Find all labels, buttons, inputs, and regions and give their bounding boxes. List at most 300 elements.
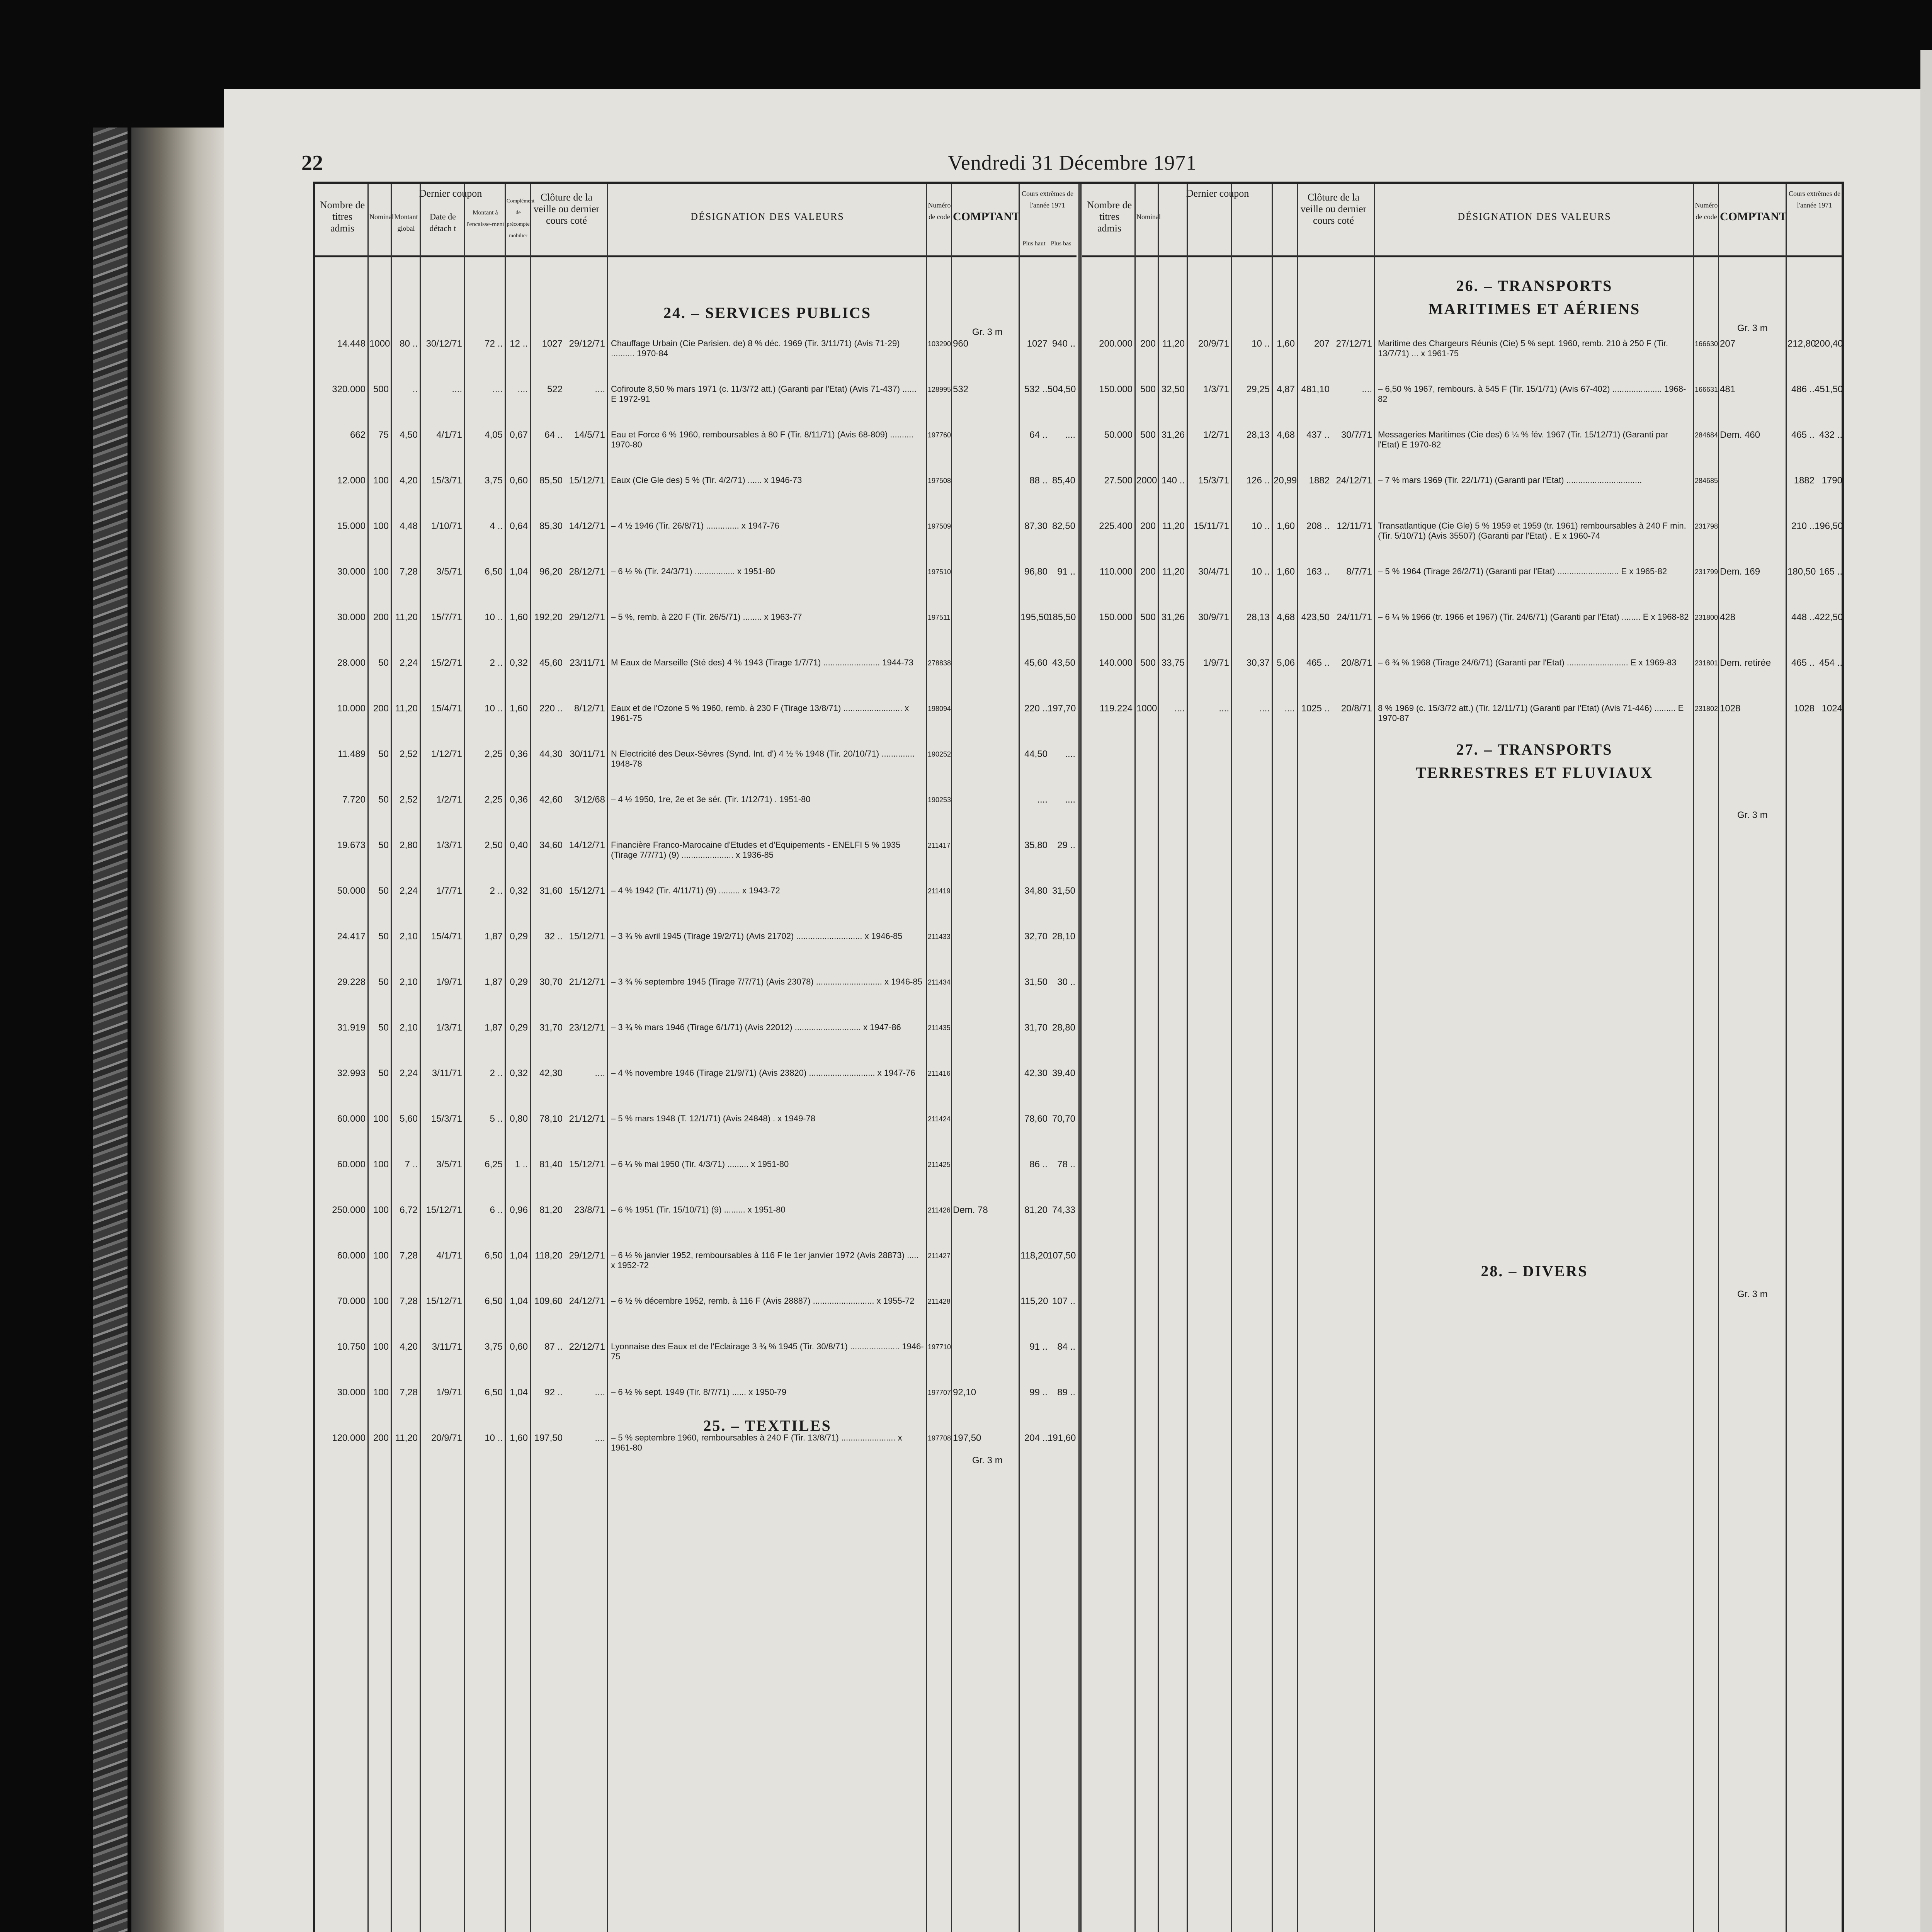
row-nom: 100 (373, 1296, 389, 1306)
row-mg: 4,20 (400, 475, 418, 486)
row-pm: 1,60 (510, 1433, 528, 1443)
row-cd: 22/12/71 (569, 1342, 605, 1352)
row-des: – 4 % novembre 1946 (Tirage 21/9/71) (Avis 23820) ............................ x 1947-76 (611, 1068, 915, 1078)
right-column-header (1082, 184, 1842, 257)
row-code: 197508 (928, 477, 951, 485)
row-ph: .... (1037, 794, 1048, 805)
row-cd: 29/12/71 (569, 338, 605, 349)
row-mg: 2,10 (400, 1022, 418, 1033)
row-n: 24.417 (337, 931, 366, 942)
row-n: 29.228 (337, 977, 366, 987)
row-nom: 50 (378, 931, 389, 942)
row-code: 128995 (928, 386, 951, 393)
row-des: – 6 ¾ % 1968 (Tirage 24/6/71) (Garanti par l'Etat) .......................... E x 1969-83 (1378, 658, 1677, 667)
row-code: 231802 (1695, 705, 1718, 713)
row-pm: 0,60 (510, 475, 528, 486)
row-nom: 50 (378, 749, 389, 759)
row-n: 200.000 (1099, 338, 1133, 349)
row-pb: 432 .. (1819, 430, 1842, 440)
rule (1297, 184, 1298, 1932)
row-clot: 163 .. (1306, 566, 1330, 577)
row-mg: 32,50 (1161, 384, 1185, 395)
row-ph: 44,50 (1024, 749, 1048, 759)
gr3m-marker: Gr. 3 m (1737, 810, 1768, 820)
row-comp: 92,10 (953, 1387, 976, 1398)
header-dernier-coupon: Dernier coupon (419, 188, 482, 199)
row-mg: 31,26 (1161, 612, 1185, 622)
section-title-transports-maritimes: 26. – TRANSPORTS (1456, 277, 1613, 294)
row-n: 120.000 (332, 1433, 366, 1443)
row-date: 20/9/71 (1198, 338, 1229, 349)
row-n: 10.000 (337, 703, 366, 714)
row-des: – 4 ½ 1946 (Tir. 26/8/71) .............. x 1947-76 (611, 521, 779, 531)
row-des: Messageries Maritimes (Cie des) 6 ¼ % fév. 1967 (Tir. 15/12/71) (Garanti par l'Etat) E 1970-82 (1378, 430, 1668, 449)
row-pb: 940 .. (1052, 338, 1075, 349)
header-nominal: Nominal (369, 213, 394, 221)
row-n: 30.000 (337, 612, 366, 622)
row-me: 2,25 (485, 749, 503, 759)
row-pb: 85,40 (1052, 475, 1075, 486)
row-comp: 481 (1720, 384, 1736, 395)
row-code: 211425 (928, 1161, 951, 1168)
row-me: 4,05 (485, 430, 503, 440)
row-des: Transatlantique (Cie Gle) 5 % 1959 et 1959 (tr. 1961) remboursables à 240 F min. (Tir. 5/10/71) (Avis 35507) (Garanti par l'Etat) . E x 1960-74 (1378, 521, 1686, 541)
header-nominal-r: Nominal (1136, 213, 1161, 221)
row-mg: 2,10 (400, 977, 418, 987)
row-n: 31.919 (337, 1022, 366, 1033)
row-cd: 30/11/71 (570, 749, 605, 759)
header-complement: Complément de précompte mobilier (507, 198, 535, 239)
row-n: 27.500 (1104, 475, 1133, 486)
row-ph: 486 .. (1791, 384, 1815, 395)
rule (391, 184, 392, 1932)
section-subtitle-terrestres: TERRESTRES ET FLUVIAUX (1415, 764, 1653, 781)
row-code: 211419 (928, 887, 951, 895)
row-me: 1,87 (485, 977, 503, 987)
row-me: 2 .. (490, 658, 503, 668)
row-des: Financière Franco-Marocaine d'Etudes et d'Equipements - ENELFI 5 % 1935 (Tirage 7/7/71) (9) ...................... x 1936-85 (611, 840, 901, 860)
gr3m-marker: Gr. 3 m (1737, 323, 1768, 333)
row-me: 10 .. (1252, 521, 1270, 531)
row-n: 225.400 (1099, 521, 1133, 531)
row-pm: 0,32 (510, 886, 528, 896)
row-nom: 100 (373, 1342, 389, 1352)
gr3m-marker: Gr. 3 m (972, 1455, 1003, 1466)
row-nom: 50 (378, 1022, 389, 1033)
row-code: 211426 (928, 1206, 951, 1214)
row-me: 6,25 (485, 1159, 503, 1170)
row-cd: 8/12/71 (574, 703, 605, 714)
row-cd: 24/12/71 (1336, 475, 1372, 486)
section-subtitle-maritimes: MARITIMES ET AÉRIENS (1428, 300, 1641, 318)
row-ph: 115,20 (1020, 1296, 1048, 1306)
row-clot: 32 .. (544, 931, 563, 942)
row-comp: 207 (1720, 338, 1736, 349)
row-cd: 30/7/71 (1341, 430, 1372, 440)
row-date: 30/4/71 (1198, 566, 1229, 577)
header-cloture: Clôture de la veille ou dernier cours coté (533, 192, 600, 226)
row-cd: 24/11/71 (1337, 612, 1372, 622)
row-pb: 197,70 (1048, 703, 1076, 714)
row-ph: 42,30 (1024, 1068, 1048, 1078)
row-comp: Dem. 169 (1720, 566, 1760, 577)
row-date: 1/3/71 (436, 840, 462, 850)
row-clot: 78,10 (539, 1114, 563, 1124)
row-clot: 31,60 (539, 886, 563, 896)
row-pb: 1790 (1821, 475, 1842, 486)
row-pm: 0,36 (510, 794, 528, 805)
row-nom: 100 (373, 1114, 389, 1124)
row-cd: 24/12/71 (569, 1296, 605, 1306)
row-ph: 45,60 (1024, 658, 1048, 668)
row-cd: 23/8/71 (574, 1205, 605, 1215)
header-plus-bas: Plus bas (1051, 240, 1071, 247)
row-clot: 42,60 (539, 794, 563, 805)
row-des: – 6 % 1951 (Tir. 15/10/71) (9) ......... x 1951-80 (611, 1205, 786, 1214)
row-nom: 500 (1140, 658, 1156, 668)
row-cd: 15/12/71 (569, 475, 605, 486)
row-ph: 195,50 (1020, 612, 1049, 622)
row-ph: 91 .. (1029, 1342, 1048, 1352)
row-code: 278838 (928, 659, 951, 667)
row-nom: 100 (373, 521, 389, 531)
gr3m-marker: Gr. 3 m (972, 327, 1003, 337)
page-date: Vendredi 31 Décembre 1971 (947, 151, 1197, 174)
row-nom: 200 (373, 703, 389, 714)
row-cd: 14/12/71 (569, 521, 605, 531)
row-clot: 30,70 (539, 977, 563, 987)
row-cd: 29/12/71 (569, 612, 605, 622)
row-des: Eau et Force 6 % 1960, remboursables à 80 F (Tir. 8/11/71) (Avis 68-809) .......... 1970-80 (611, 430, 914, 449)
row-me: 10 .. (1252, 566, 1270, 577)
row-me: 1,87 (485, 931, 503, 942)
row-nom: 200 (1140, 566, 1156, 577)
row-comp: 532 (953, 384, 969, 395)
row-clot: 96,20 (539, 566, 563, 577)
row-cd: .... (1362, 384, 1372, 395)
row-me: 6,50 (485, 1250, 503, 1261)
row-date: 3/11/71 (432, 1068, 462, 1078)
quotation-table (313, 182, 1844, 1932)
row-date: 15/3/71 (1198, 475, 1229, 486)
row-des: – 6 ½ % décembre 1952, remb. à 116 F (Avis 28887) .......................... x 1955-72 (611, 1296, 915, 1306)
row-pm: 0,67 (510, 430, 528, 440)
row-clot: 45,60 (539, 658, 563, 668)
row-cd: 21/12/71 (569, 977, 605, 987)
row-comp: 960 (953, 338, 969, 349)
row-code: 197708 (928, 1434, 951, 1442)
row-mg: 11,20 (1162, 338, 1185, 349)
row-pm: 4,68 (1277, 612, 1295, 622)
row-n: 150.000 (1099, 612, 1133, 622)
header-comptant-r: COMPTANT (1720, 210, 1787, 223)
row-clot: 208 .. (1306, 521, 1330, 531)
row-des: Maritime des Chargeurs Réunis (Cie) 5 % sept. 1960, remb. 210 à 250 F (Tir. 13/7/71) ... x 1961-75 (1378, 338, 1668, 358)
row-pb: 165 .. (1819, 566, 1842, 577)
row-date: 3/5/71 (436, 566, 462, 577)
row-mg: 2,24 (400, 1068, 418, 1078)
row-n: 110.000 (1100, 566, 1133, 577)
row-date: 1/3/71 (436, 1022, 462, 1033)
row-me: 3,75 (485, 475, 503, 486)
row-n: 320.000 (332, 384, 366, 395)
row-pm: 1,60 (510, 703, 528, 714)
row-date: 1/9/71 (436, 977, 462, 987)
row-pb: 31,50 (1052, 886, 1075, 896)
row-mg: 7,28 (400, 1250, 418, 1261)
row-des: Eaux (Cie Gle des) 5 % (Tir. 4/2/71) ...... x 1946-73 (611, 475, 802, 485)
row-code: 197509 (928, 522, 951, 530)
row-comp: 428 (1720, 612, 1736, 622)
row-code: 231801 (1695, 659, 1718, 667)
row-n: 60.000 (337, 1159, 366, 1170)
row-cd: 8/7/71 (1346, 566, 1372, 577)
row-des: – 5 % septembre 1960, remboursables à 240 F (Tir. 13/8/71) ....................... x 1961-80 (611, 1433, 902, 1452)
section-title-divers: 28. – DIVERS (1481, 1262, 1588, 1280)
row-pb: 28,10 (1052, 931, 1075, 942)
row-ph: 34,80 (1024, 886, 1048, 896)
row-me: 126 .. (1246, 475, 1270, 486)
row-nom: 50 (378, 840, 389, 850)
row-pb: .... (1065, 430, 1075, 440)
book-binding-marble (93, 128, 128, 1932)
row-clot: 1027 (542, 338, 563, 349)
row-pb: 107 .. (1052, 1296, 1075, 1306)
row-pm: .... (517, 384, 528, 395)
row-cd: 14/5/71 (574, 430, 605, 440)
header-cours-extremes-r: Cours extrêmes de l'année 1971 (1789, 190, 1840, 209)
row-mg: 2,24 (400, 886, 418, 896)
row-code: 197510 (928, 568, 951, 576)
row-pm: 0,96 (510, 1205, 528, 1215)
row-pm: 0,80 (510, 1114, 528, 1124)
row-ph: 212,80 (1787, 338, 1816, 349)
row-des: – 4 % 1942 (Tir. 4/11/71) (9) ......... x 1943-72 (611, 886, 780, 895)
row-mg: 11,20 (1162, 521, 1185, 531)
row-des: Eaux et de l'Ozone 5 % 1960, remb. à 230 F (Tirage 13/8/71) ......................... x 1961-75 (611, 703, 909, 723)
row-n: 32.993 (337, 1068, 366, 1078)
row-mg: 11,20 (1162, 566, 1185, 577)
row-n: 12.000 (337, 475, 366, 486)
row-pb: 39,40 (1052, 1068, 1075, 1078)
row-nom: 200 (1140, 338, 1156, 349)
row-ph: 99 .. (1029, 1387, 1048, 1398)
row-me: 6,50 (485, 566, 503, 577)
row-code: 211434 (928, 978, 951, 986)
row-nom: 50 (378, 886, 389, 896)
row-code: 211428 (928, 1298, 951, 1305)
rule (1786, 184, 1787, 1932)
row-ph: 448 .. (1791, 612, 1815, 622)
row-pb: 451,50 (1815, 384, 1843, 395)
row-date: 1/2/71 (1203, 430, 1229, 440)
row-pb: 107,50 (1048, 1250, 1076, 1261)
row-cd: .... (595, 1433, 605, 1443)
row-ph: 1028 (1794, 703, 1815, 714)
row-date: 1/9/71 (1203, 658, 1229, 668)
row-des: Chauffage Urbain (Cie Parisien. de) 8 % déc. 1969 (Tir. 3/11/71) (Avis 71-29) .......... 1970-84 (611, 338, 900, 358)
row-des: – 5 % mars 1948 (T. 12/1/71) (Avis 24848) . x 1949-78 (611, 1114, 816, 1123)
row-mg: 7 .. (405, 1159, 418, 1170)
row-n: 15.000 (337, 521, 366, 531)
row-ph: 31,50 (1024, 977, 1048, 987)
row-pb: 91 .. (1057, 566, 1075, 577)
row-n: 14.448 (337, 338, 366, 349)
row-date: 20/9/71 (431, 1433, 462, 1443)
row-nom: 75 (378, 430, 389, 440)
row-ph: 180,50 (1787, 566, 1816, 577)
row-nom: 200 (1140, 521, 1156, 531)
row-n: 7.720 (342, 794, 366, 805)
header-code: Numéro de code (928, 201, 951, 221)
row-mg: 2,52 (400, 749, 418, 759)
row-clot: 44,30 (539, 749, 563, 759)
row-clot: 81,40 (539, 1159, 563, 1170)
row-mg: 11,20 (395, 612, 418, 622)
row-n: 119.224 (1100, 703, 1133, 714)
row-mg: 4,48 (400, 521, 418, 531)
row-pb: 74,33 (1052, 1205, 1075, 1215)
facing-page-edge (1920, 50, 1932, 1932)
row-mg: 11,20 (395, 703, 418, 714)
row-code: 231798 (1695, 522, 1718, 530)
row-pb: 422,50 (1815, 612, 1843, 622)
row-cd: 3/12/68 (574, 794, 605, 805)
row-n: 150.000 (1099, 384, 1133, 395)
row-ph: 210 .. (1791, 521, 1815, 531)
row-date: 15/3/71 (431, 475, 462, 486)
row-date: 3/5/71 (436, 1159, 462, 1170)
rule (1718, 184, 1719, 1932)
row-nom: 200 (373, 612, 389, 622)
row-nom: 100 (373, 475, 389, 486)
row-clot: 34,60 (539, 840, 563, 850)
row-me: 2 .. (490, 1068, 503, 1078)
row-me: 29,25 (1246, 384, 1270, 395)
row-mg: 2,80 (400, 840, 418, 850)
row-mg: 31,26 (1161, 430, 1185, 440)
section-title-textiles: 25. – TEXTILES (703, 1417, 832, 1434)
row-ph: 78,60 (1024, 1114, 1048, 1124)
row-ph: 465 .. (1791, 430, 1815, 440)
center-double-rule (1078, 184, 1082, 1932)
row-nom: 50 (378, 1068, 389, 1078)
row-code: 211433 (928, 933, 951, 940)
row-date: 30/12/71 (426, 338, 462, 349)
row-des: – 3 ¾ % mars 1946 (Tirage 6/1/71) (Avis 22012) ............................ x 1947-86 (611, 1022, 901, 1032)
row-pb: 454 .. (1819, 658, 1842, 668)
rule (1134, 184, 1136, 1932)
rule (951, 184, 952, 1932)
row-mg: .... (1174, 703, 1185, 714)
header-date-detach: Date de détach t (429, 212, 456, 233)
row-me: 10 .. (485, 1433, 503, 1443)
rule (1158, 184, 1159, 1932)
row-ph: 532 .. (1024, 384, 1048, 395)
row-pm: 0,32 (510, 1068, 528, 1078)
row-date: 15/11/71 (1194, 521, 1229, 531)
row-code: 211424 (928, 1115, 951, 1123)
row-des: – 3 ¾ % septembre 1945 (Tirage 7/7/71) (Avis 23078) ............................ x 1946-85 (611, 977, 922, 986)
row-n: 70.000 (337, 1296, 366, 1306)
row-clot: 423,50 (1301, 612, 1330, 622)
row-code: 103290 (928, 340, 951, 348)
row-clot: 465 .. (1306, 658, 1330, 668)
row-des: M Eaux de Marseille (Sté des) 4 % 1943 (Tirage 1/7/71) ........................ 1944-73 (611, 658, 913, 667)
row-pb: 185,50 (1048, 612, 1076, 622)
row-ph: 96,80 (1024, 566, 1048, 577)
left-column-header (315, 184, 1077, 257)
row-nom: 500 (373, 384, 389, 395)
row-nom: 50 (378, 658, 389, 668)
row-date: 1/10/71 (431, 521, 462, 531)
rule (1019, 184, 1020, 1932)
row-cd: 21/12/71 (569, 1114, 605, 1124)
row-n: 11.489 (338, 749, 366, 759)
row-pm: 1,04 (510, 566, 528, 577)
row-ph: 465 .. (1791, 658, 1815, 668)
row-mg: .. (412, 384, 418, 395)
row-pb: 82,50 (1052, 521, 1075, 531)
row-mg: 5,60 (400, 1114, 418, 1124)
row-pm: 12 .. (510, 338, 528, 349)
row-pm: 4,68 (1277, 430, 1295, 440)
row-cd: .... (595, 1068, 605, 1078)
row-clot: 481,10 (1301, 384, 1330, 395)
row-code: 198094 (928, 705, 951, 713)
row-code: 197760 (928, 431, 951, 439)
row-des: 8 % 1969 (c. 15/3/72 att.) (Tir. 12/11/71) (Garanti par l'Etat) (Avis 71-446) ......... E 1970-87 (1378, 703, 1684, 723)
row-mg: 140 .. (1161, 475, 1185, 486)
row-des: Cofiroute 8,50 % mars 1971 (c. 11/3/72 att.) (Garanti par l'Etat) (Avis 71-437) ...... E 1972-91 (611, 384, 917, 404)
row-ph: 64 .. (1029, 430, 1048, 440)
row-clot: 207 (1314, 338, 1330, 349)
row-n: 30.000 (337, 1387, 366, 1398)
row-pm: .... (1284, 703, 1295, 714)
row-date: 15/3/71 (431, 1114, 462, 1124)
row-nom: 100 (373, 566, 389, 577)
row-pb: 28,80 (1052, 1022, 1075, 1033)
row-me: 5 .. (490, 1114, 503, 1124)
row-date: 15/4/71 (431, 931, 462, 942)
row-me: 28,13 (1246, 612, 1270, 622)
row-date: 15/12/71 (426, 1296, 462, 1306)
header-code-r: Numéro de code (1695, 201, 1718, 221)
header-cours-extremes: Cours extrêmes de l'année 1971 (1022, 190, 1073, 209)
rule (1693, 184, 1694, 1932)
row-mg: 4,50 (400, 430, 418, 440)
row-n: 50.000 (337, 886, 366, 896)
row-ph: 118,20 (1020, 1250, 1048, 1261)
row-des: Lyonnaise des Eaux et de l'Eclairage 3 ¾ % 1945 (Tir. 30/8/71) ..................... 1946-75 (611, 1342, 924, 1361)
row-pm: 20,99 (1274, 475, 1297, 486)
row-nom: 100 (373, 1205, 389, 1215)
row-code: 211435 (928, 1024, 951, 1032)
row-pb: 89 .. (1057, 1387, 1075, 1398)
row-mg: 4,20 (400, 1342, 418, 1352)
rule (464, 184, 465, 1932)
row-mg: 11,20 (395, 1433, 418, 1443)
row-me: 10 .. (485, 612, 503, 622)
row-ph: 87,30 (1024, 521, 1048, 531)
row-ph: 88 .. (1029, 475, 1048, 486)
row-pb: .... (1065, 794, 1075, 805)
row-me: 2 .. (490, 886, 503, 896)
row-clot: 522 (547, 384, 563, 395)
row-pb: 29 .. (1057, 840, 1075, 850)
row-cd: 15/12/71 (569, 931, 605, 942)
row-des: – 6,50 % 1967, rembours. à 545 F (Tir. 15/1/71) (Avis 67-402) ..................... 1968-82 (1378, 384, 1686, 404)
